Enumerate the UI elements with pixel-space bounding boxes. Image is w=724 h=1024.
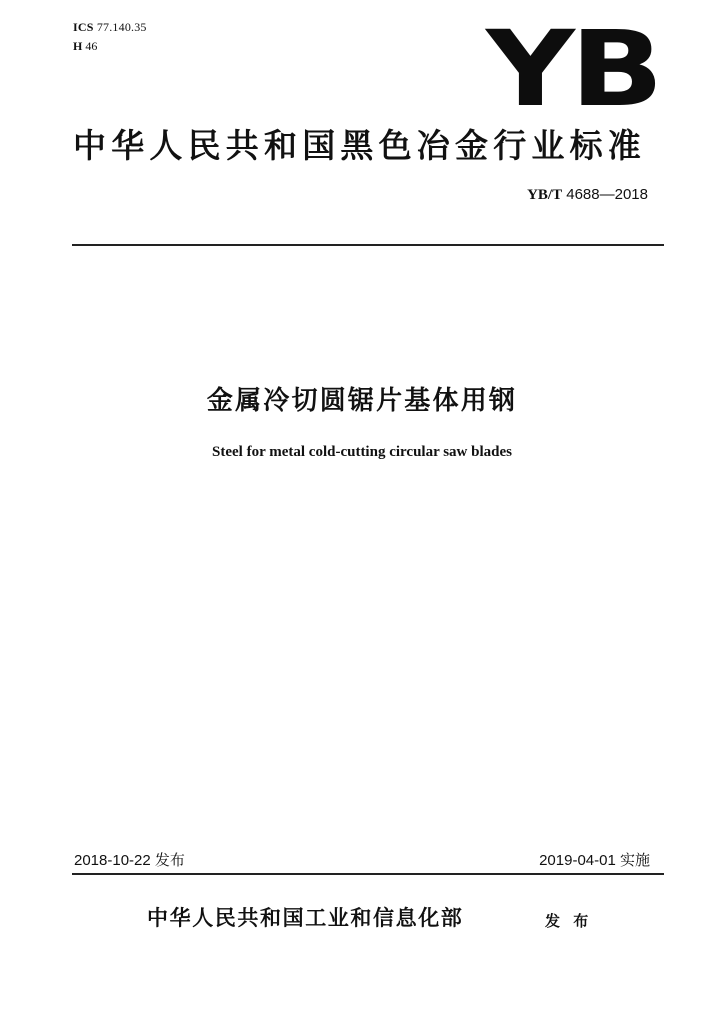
standard-number <box>527 185 648 205</box>
document-title-english: Steel for metal cold-cutting circular saw blades <box>212 444 512 460</box>
document-title-chinese: 金属冷切圆锯片基体用钢 <box>206 386 518 416</box>
standard-number-value: 4688—2018 <box>566 186 648 203</box>
ccs-code: 46 <box>85 39 98 53</box>
ics-label: ICS <box>73 20 94 34</box>
ccs-label: H <box>73 39 83 53</box>
issue-date: 2018-10-22 发布 <box>74 852 185 869</box>
top-divider <box>72 244 664 246</box>
standard-category-title: 中华人民共和国黑色冶金行业标准 <box>73 126 646 165</box>
issuing-authority: 中华人民共和国工业和信息化部 <box>147 906 464 930</box>
publish-label: 发 布 <box>545 912 593 930</box>
yb-logo: YB <box>486 8 659 130</box>
standard-number-prefix: YB/T <box>527 187 563 203</box>
implementation-date: 2019-04-01 实施 <box>539 852 650 869</box>
ics-classification <box>73 19 147 35</box>
ccs-classification <box>73 38 97 54</box>
bottom-divider <box>72 873 664 875</box>
ics-code: 77.140.35 <box>96 20 147 34</box>
